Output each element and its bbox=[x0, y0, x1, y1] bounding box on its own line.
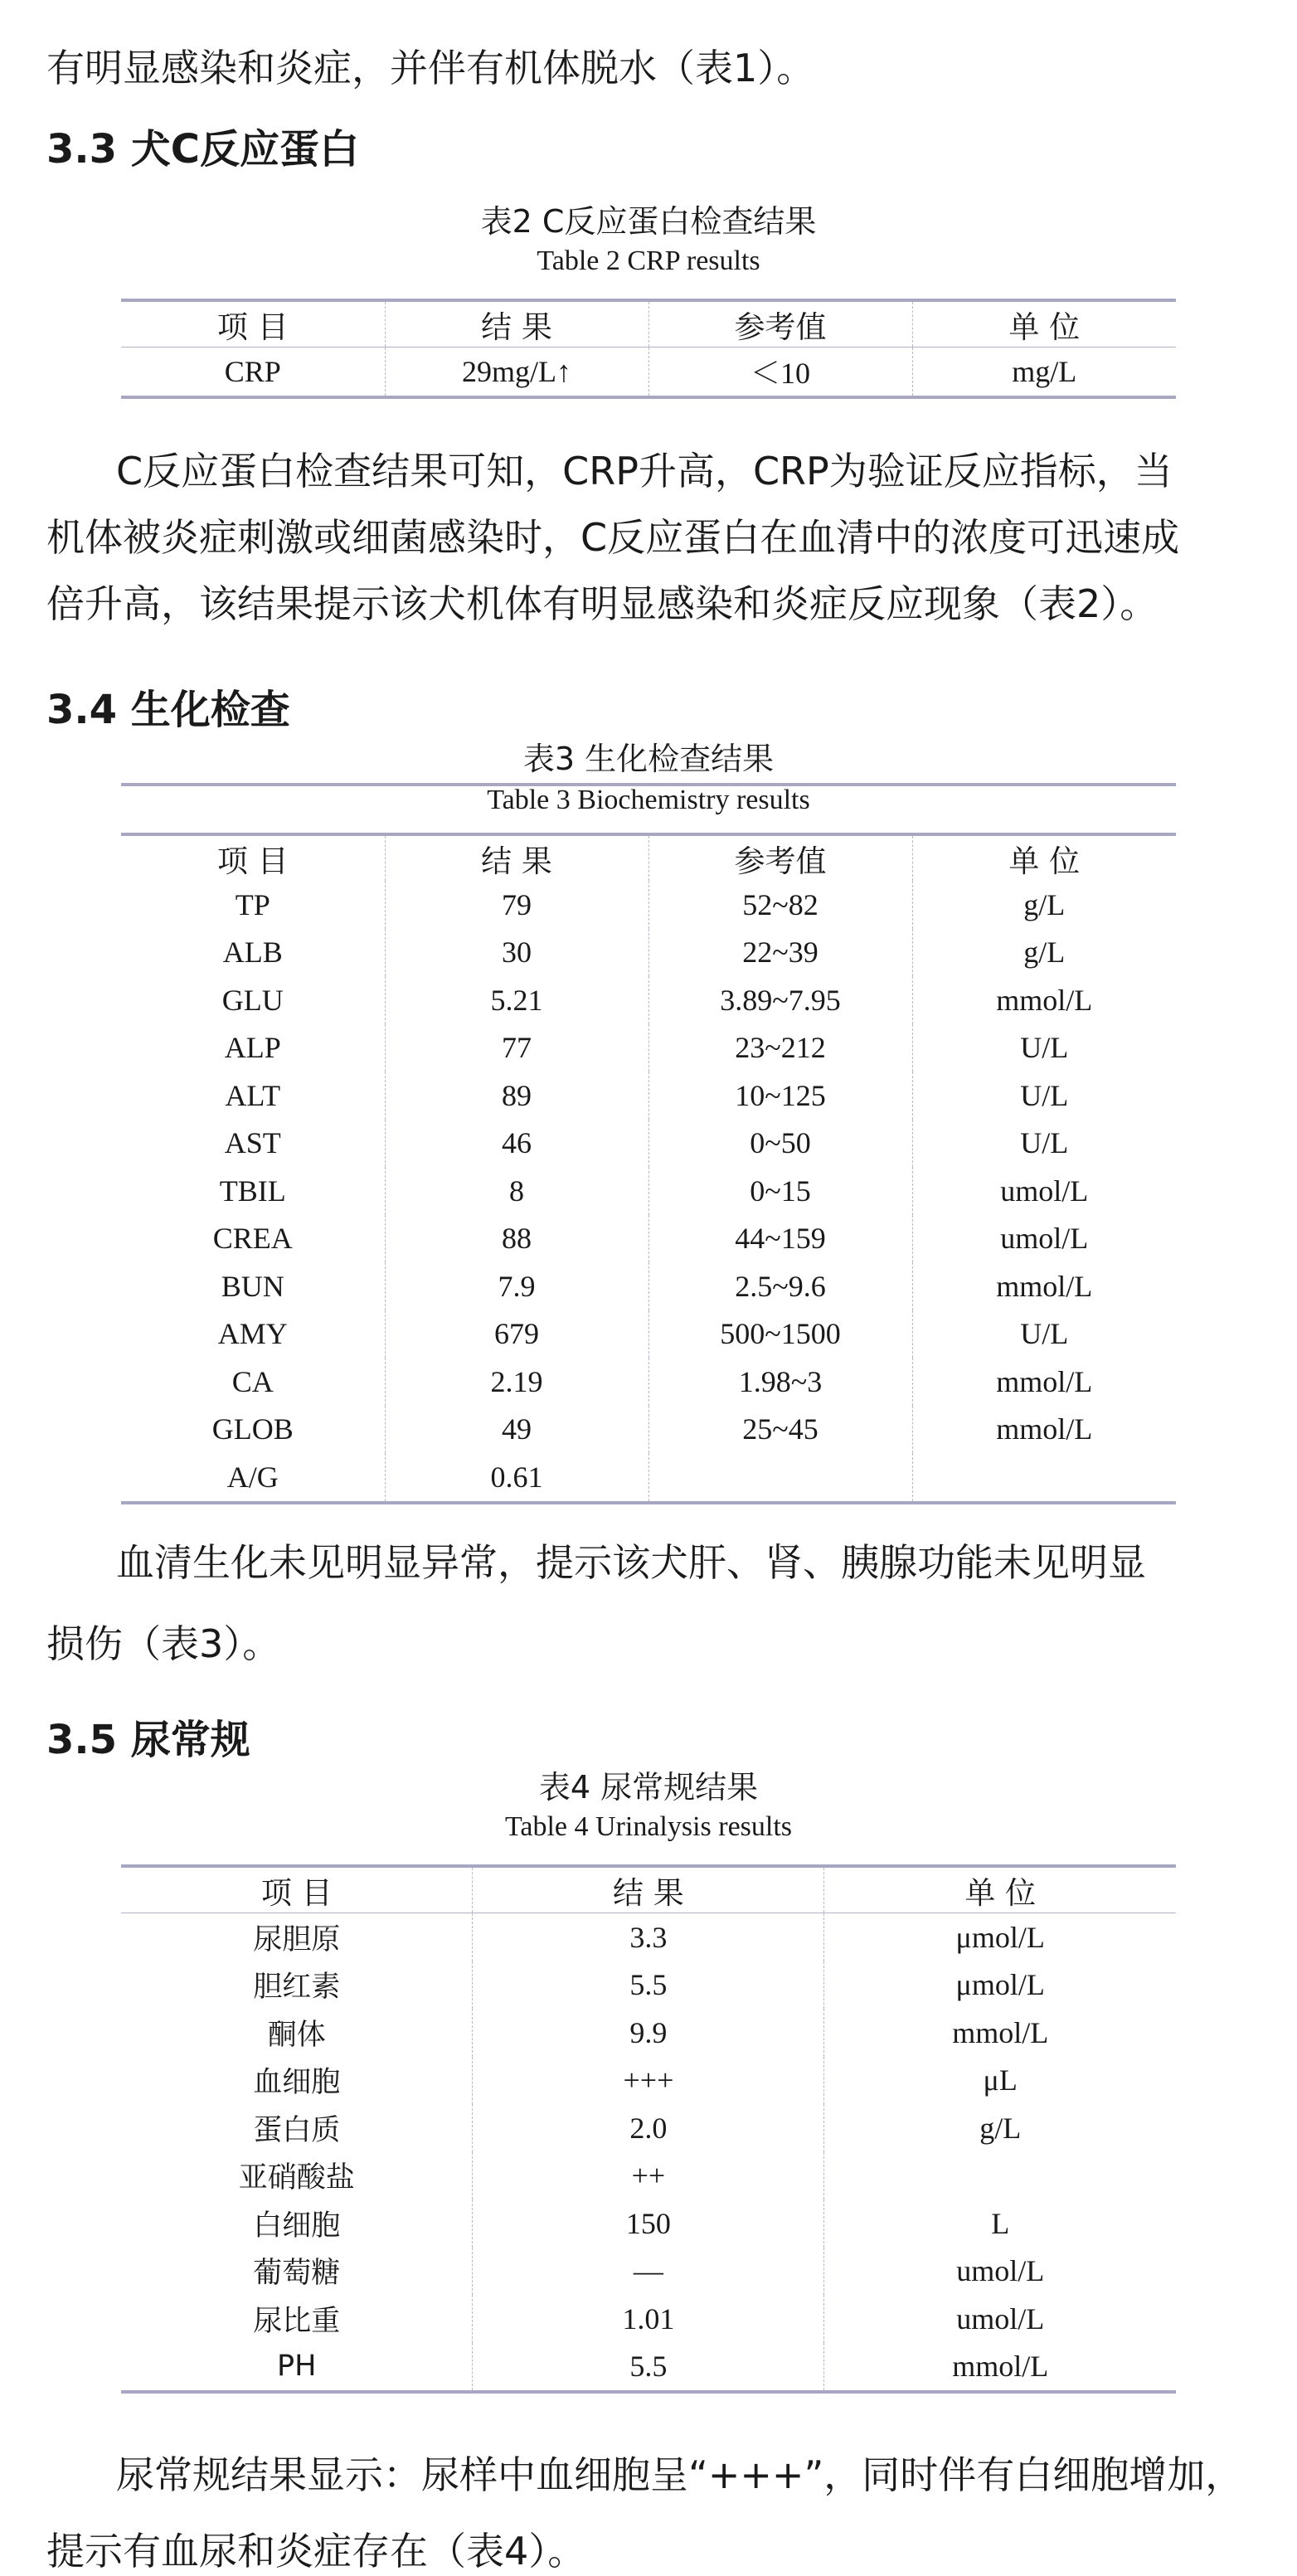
cell-result: 88 bbox=[385, 1215, 648, 1263]
cell-reference: ＜10 bbox=[648, 348, 912, 397]
crp-paragraph-line-2: 机体被炎症刺激或细菌感染时，C反应蛋白在血清中的浓度可迅速成 bbox=[46, 515, 1180, 560]
cell-reference: 22~39 bbox=[648, 929, 912, 977]
cell-result: 5.21 bbox=[385, 976, 648, 1024]
cell-reference: 44~159 bbox=[648, 1215, 912, 1263]
table3-caption-rule bbox=[121, 783, 1176, 786]
cell-item: 血细胞 bbox=[253, 2066, 341, 2100]
table-row bbox=[121, 1358, 1176, 1406]
cell-unit: umol/L bbox=[912, 1167, 1176, 1215]
cell-result: 7.9 bbox=[385, 1262, 648, 1310]
table2-caption-en: Table 2 CRP results bbox=[537, 245, 760, 276]
cell-item: GLU bbox=[221, 983, 284, 1017]
cell-item: AST bbox=[224, 1126, 281, 1160]
cell-result: 2.19 bbox=[385, 1358, 648, 1406]
table-row bbox=[121, 2152, 1176, 2200]
bio-paragraph-line-1: 血清生化未见明显异常，提示该犬肝、肾、胰腺功能未见明显 bbox=[116, 1540, 1146, 1585]
table-row bbox=[121, 1310, 1176, 1358]
table4-caption-zh: 表4 尿常规结果 bbox=[538, 1769, 759, 1806]
cell-unit: U/L bbox=[912, 1024, 1176, 1072]
header-unit: 单 位 bbox=[824, 1866, 1176, 1913]
cell-unit: mmol/L bbox=[824, 2009, 1176, 2057]
header-reference: 参考值 bbox=[648, 834, 912, 881]
cell-unit: U/L bbox=[912, 1120, 1176, 1168]
table-row bbox=[121, 2295, 1176, 2343]
cell-unit: umol/L bbox=[824, 2248, 1176, 2296]
table-row bbox=[121, 1961, 1176, 2010]
table-row bbox=[121, 2009, 1176, 2057]
cell-unit: g/L bbox=[912, 881, 1176, 929]
table-header-row bbox=[121, 834, 1176, 881]
table4-urinalysis bbox=[121, 1864, 1176, 2394]
cell-item: CA bbox=[231, 1364, 274, 1398]
table-row bbox=[121, 2104, 1176, 2152]
header-reference: 参考值 bbox=[648, 300, 912, 348]
cell-unit: mmol/L bbox=[912, 976, 1176, 1024]
table-row bbox=[121, 1120, 1176, 1168]
cell-reference: 0~50 bbox=[648, 1120, 912, 1168]
cell-item: A/G bbox=[121, 1453, 385, 1503]
table-row bbox=[121, 1215, 1176, 1263]
cell-reference: 1.98~3 bbox=[648, 1358, 912, 1406]
cell-result: — bbox=[473, 2248, 824, 2296]
cell-item: 尿比重 bbox=[253, 2304, 341, 2338]
cell-reference: 23~212 bbox=[648, 1024, 912, 1072]
header-unit: 单 位 bbox=[912, 834, 1176, 881]
cell-item: PH bbox=[121, 2343, 473, 2393]
cell-item: ALT bbox=[225, 1078, 281, 1112]
cell-unit: μmol/L bbox=[824, 1961, 1176, 2010]
section-heading-3-5: 3.5 尿常规 bbox=[46, 1717, 250, 1763]
table-row bbox=[121, 929, 1176, 977]
cell-unit: mmol/L bbox=[912, 1262, 1176, 1310]
table-header-row bbox=[121, 300, 1176, 348]
urine-paragraph-line-2: 提示有血尿和炎症存在（表4）。 bbox=[46, 2529, 586, 2574]
table4-caption-en: Table 4 Urinalysis results bbox=[504, 1811, 793, 1842]
cell-unit: umol/L bbox=[912, 1215, 1176, 1263]
header-item: 项 目 bbox=[121, 1866, 473, 1913]
cell-item: AMY bbox=[217, 1317, 288, 1351]
cell-item: TP bbox=[235, 887, 270, 921]
header-item: 项 目 bbox=[121, 834, 385, 881]
table-row bbox=[121, 1453, 1176, 1503]
cell-unit: mmol/L bbox=[912, 1406, 1176, 1454]
section-heading-3-3: 3.3 犬C反应蛋白 bbox=[46, 126, 359, 173]
cell-result: 679 bbox=[385, 1310, 648, 1358]
cell-item: 蛋白质 bbox=[253, 2113, 341, 2147]
cell-reference: 2.5~9.6 bbox=[648, 1262, 912, 1310]
cell-unit: umol/L bbox=[824, 2295, 1176, 2343]
cell-result: 77 bbox=[385, 1024, 648, 1072]
cell-reference bbox=[648, 1453, 912, 1503]
cell-unit: μL bbox=[824, 2057, 1176, 2105]
table2-crp bbox=[121, 299, 1176, 399]
table3-caption-zh: 表3 生化检查结果 bbox=[522, 741, 775, 777]
cell-result: ++ bbox=[473, 2152, 824, 2200]
table3-caption-en: Table 3 Biochemistry results bbox=[487, 785, 810, 815]
table-row bbox=[121, 881, 1176, 929]
cell-result: 1.01 bbox=[473, 2295, 824, 2343]
cell-item: 亚硝酸盐 bbox=[238, 2161, 355, 2195]
cell-result: 30 bbox=[385, 929, 648, 977]
cell-unit: U/L bbox=[912, 1072, 1176, 1120]
cell-result: +++ bbox=[473, 2057, 824, 2105]
cell-item: GLOB bbox=[211, 1412, 294, 1446]
cell-item: CREA bbox=[212, 1222, 293, 1256]
cell-item: CRP bbox=[121, 348, 385, 397]
table-row bbox=[121, 1024, 1176, 1072]
header-unit: 单 位 bbox=[912, 300, 1176, 348]
table-row bbox=[121, 2057, 1176, 2105]
cell-result: 0.61 bbox=[385, 1453, 648, 1503]
table-row bbox=[121, 1913, 1176, 1961]
cell-unit: mg/L bbox=[912, 348, 1176, 397]
table-header-row bbox=[121, 1866, 1176, 1913]
cell-unit: mmol/L bbox=[912, 1358, 1176, 1406]
urine-paragraph-line-1: 尿常规结果显示：尿样中血细胞呈“+++”，同时伴有白细胞增加， bbox=[116, 2452, 1244, 2497]
cell-unit: mmol/L bbox=[824, 2343, 1176, 2393]
cell-unit: U/L bbox=[912, 1310, 1176, 1358]
cell-item: BUN bbox=[221, 1269, 284, 1303]
cell-result: 3.3 bbox=[473, 1913, 824, 1961]
crp-paragraph-line-1: C反应蛋白检查结果可知，CRP升高，CRP为验证反应指标，当 bbox=[116, 449, 1173, 493]
cell-result: 5.5 bbox=[473, 2343, 824, 2393]
section-heading-3-4: 3.4 生化检查 bbox=[46, 687, 290, 733]
cell-item: 酮体 bbox=[267, 2018, 326, 2052]
header-result: 结 果 bbox=[473, 1866, 824, 1913]
table-row bbox=[121, 2248, 1176, 2296]
table-row bbox=[121, 2199, 1176, 2248]
cell-reference: 3.89~7.95 bbox=[648, 976, 912, 1024]
cell-item: 葡萄糖 bbox=[253, 2257, 341, 2291]
cell-unit: μmol/L bbox=[824, 1913, 1176, 1961]
cell-item: 尿胆原 bbox=[253, 1922, 341, 1956]
cell-item: ALB bbox=[222, 936, 283, 970]
cell-result: 150 bbox=[473, 2199, 824, 2248]
cell-result: 2.0 bbox=[473, 2104, 824, 2152]
table-row bbox=[121, 1167, 1176, 1215]
cell-reference: 0~15 bbox=[648, 1167, 912, 1215]
cell-result: 49 bbox=[385, 1406, 648, 1454]
cell-result: 79 bbox=[385, 881, 648, 929]
cell-item: 胆红素 bbox=[253, 1971, 341, 2005]
cell-result: 9.9 bbox=[473, 2009, 824, 2057]
cell-reference: 52~82 bbox=[648, 881, 912, 929]
cell-item: TBIL bbox=[219, 1174, 286, 1208]
cell-item: ALP bbox=[224, 1031, 281, 1065]
table3-biochemistry bbox=[121, 833, 1176, 1504]
cell-reference: 25~45 bbox=[648, 1406, 912, 1454]
cell-result: 46 bbox=[385, 1120, 648, 1168]
cell-unit bbox=[912, 1453, 1176, 1503]
cell-reference: 500~1500 bbox=[648, 1310, 912, 1358]
table-row bbox=[121, 1406, 1176, 1454]
cell-unit: g/L bbox=[912, 929, 1176, 977]
table-row bbox=[121, 1262, 1176, 1310]
table-row bbox=[121, 976, 1176, 1024]
cell-result: 29mg/L↑ bbox=[385, 348, 648, 397]
table2-caption-zh: 表2 C反应蛋白检查结果 bbox=[480, 203, 817, 240]
intro-paragraph-tail: 有明显感染和炎症，并伴有机体脱水（表1）。 bbox=[46, 46, 815, 90]
cell-item: 白细胞 bbox=[253, 2209, 341, 2243]
cell-result: 5.5 bbox=[473, 1961, 824, 2010]
cell-unit: L bbox=[824, 2199, 1176, 2248]
cell-reference: 10~125 bbox=[648, 1072, 912, 1120]
table-row bbox=[121, 348, 1176, 397]
table-row bbox=[121, 1072, 1176, 1120]
table-row bbox=[121, 2343, 1176, 2393]
header-result: 结 果 bbox=[385, 300, 648, 348]
cell-result: 8 bbox=[385, 1167, 648, 1215]
crp-paragraph-line-3: 倍升高，该结果提示该犬机体有明显感染和炎症反应现象（表2）。 bbox=[46, 581, 1159, 626]
cell-unit bbox=[824, 2152, 1176, 2200]
bio-paragraph-line-2: 损伤（表3）。 bbox=[46, 1621, 281, 1666]
cell-result: 89 bbox=[385, 1072, 648, 1120]
cell-unit: g/L bbox=[824, 2104, 1176, 2152]
header-result: 结 果 bbox=[385, 834, 648, 881]
header-item: 项 目 bbox=[121, 300, 385, 348]
